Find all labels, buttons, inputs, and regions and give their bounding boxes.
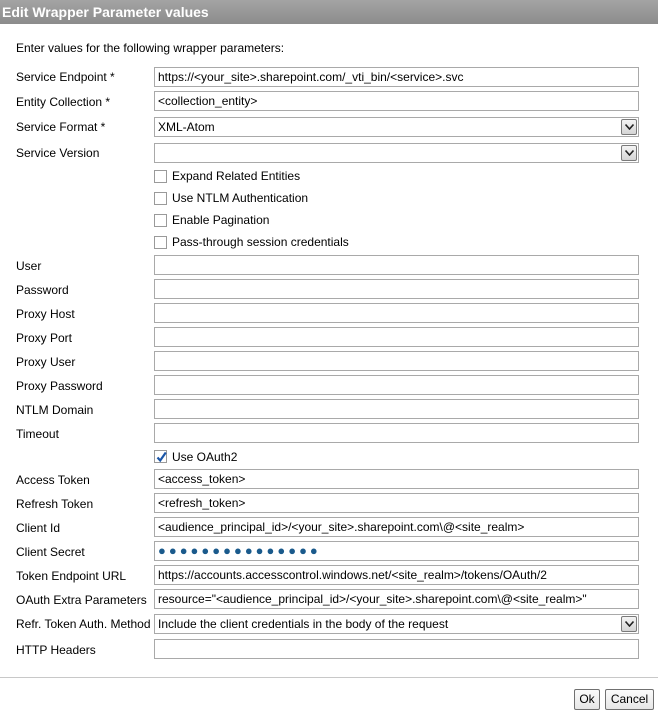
client-secret-label: Client Secret: [16, 545, 85, 559]
use-ntlm-checkbox[interactable]: [154, 192, 167, 205]
oauth-extra-parameters-input[interactable]: resource="<audience_principal_id>/<your_site>.sharepoint.com\@<site_realm>": [154, 589, 639, 609]
ok-button[interactable]: Ok: [574, 689, 600, 710]
proxy-user-input[interactable]: [154, 351, 639, 371]
service-format-label: Service Format *: [16, 120, 106, 134]
footer-divider: [0, 677, 658, 678]
service-format-select[interactable]: [154, 117, 639, 137]
refresh-token-input[interactable]: <refresh_token>: [154, 493, 639, 513]
refresh-token-label: Refresh Token: [16, 497, 94, 511]
user-label: User: [16, 259, 42, 273]
client-secret-input[interactable]: ●●●●●●●●●●●●●●●: [154, 541, 639, 561]
proxy-user-label: Proxy User: [16, 355, 76, 369]
service-endpoint-input[interactable]: https://<your_site>.sharepoint.com/_vti_bin/<service>.svc: [154, 67, 639, 87]
entity-collection-input[interactable]: <collection_entity>: [154, 91, 639, 111]
chevron-down-icon[interactable]: [621, 119, 637, 135]
refr-token-auth-method-label: Refr. Token Auth. Method: [16, 617, 151, 631]
oauth-extra-parameters-label: OAuth Extra Parameters: [16, 593, 147, 607]
refr-token-auth-method-value: Include the client credentials in the body of the request: [158, 617, 449, 631]
cancel-button[interactable]: Cancel: [605, 689, 654, 710]
password-input[interactable]: [154, 279, 639, 299]
token-endpoint-url-input[interactable]: https://accounts.accesscontrol.windows.net/<site_realm>/tokens/OAuth/2: [154, 565, 639, 585]
use-ntlm-label: Use NTLM Authentication: [172, 191, 309, 205]
chevron-down-icon[interactable]: [621, 616, 637, 632]
expand-related-label: Expand Related Entities: [172, 169, 301, 183]
service-version-label: Service Version: [16, 146, 100, 160]
service-format-value: XML-Atom: [158, 120, 215, 134]
timeout-input[interactable]: [154, 423, 639, 443]
proxy-port-input[interactable]: [154, 327, 639, 347]
proxy-password-input[interactable]: [154, 375, 639, 395]
timeout-label: Timeout: [16, 427, 59, 441]
dialog-intro: Enter values for the following wrapper parameters:: [16, 41, 285, 55]
checkmark-icon: [155, 450, 168, 464]
access-token-label: Access Token: [16, 473, 90, 487]
service-version-select[interactable]: [154, 143, 639, 163]
token-endpoint-url-label: Token Endpoint URL: [16, 569, 127, 583]
pass-through-checkbox[interactable]: [154, 236, 167, 249]
entity-collection-label: Entity Collection *: [16, 95, 111, 109]
http-headers-input[interactable]: [154, 639, 639, 659]
proxy-port-label: Proxy Port: [16, 331, 73, 345]
enable-pagination-label: Enable Pagination: [172, 213, 270, 227]
service-endpoint-label: Service Endpoint *: [16, 70, 115, 84]
client-id-input[interactable]: <audience_principal_id>/<your_site>.sharepoint.com\@<site_realm>: [154, 517, 639, 537]
access-token-input[interactable]: <access_token>: [154, 469, 639, 489]
ntlm-domain-label: NTLM Domain: [16, 403, 94, 417]
proxy-password-label: Proxy Password: [16, 379, 103, 393]
dialog-title: Edit Wrapper Parameter values: [0, 0, 658, 24]
use-oauth2-label: Use OAuth2: [172, 450, 238, 464]
password-label: Password: [16, 283, 69, 297]
http-headers-label: HTTP Headers: [16, 643, 96, 657]
proxy-host-input[interactable]: [154, 303, 639, 323]
proxy-host-label: Proxy Host: [16, 307, 75, 321]
refr-token-auth-method-select[interactable]: [154, 614, 639, 634]
expand-related-checkbox[interactable]: [154, 170, 167, 183]
pass-through-label: Pass-through session credentials: [172, 235, 349, 249]
enable-pagination-checkbox[interactable]: [154, 214, 167, 227]
use-oauth2-checkbox[interactable]: [154, 450, 167, 463]
client-id-label: Client Id: [16, 521, 61, 535]
chevron-down-icon[interactable]: [621, 145, 637, 161]
ntlm-domain-input[interactable]: [154, 399, 639, 419]
user-input[interactable]: [154, 255, 639, 275]
